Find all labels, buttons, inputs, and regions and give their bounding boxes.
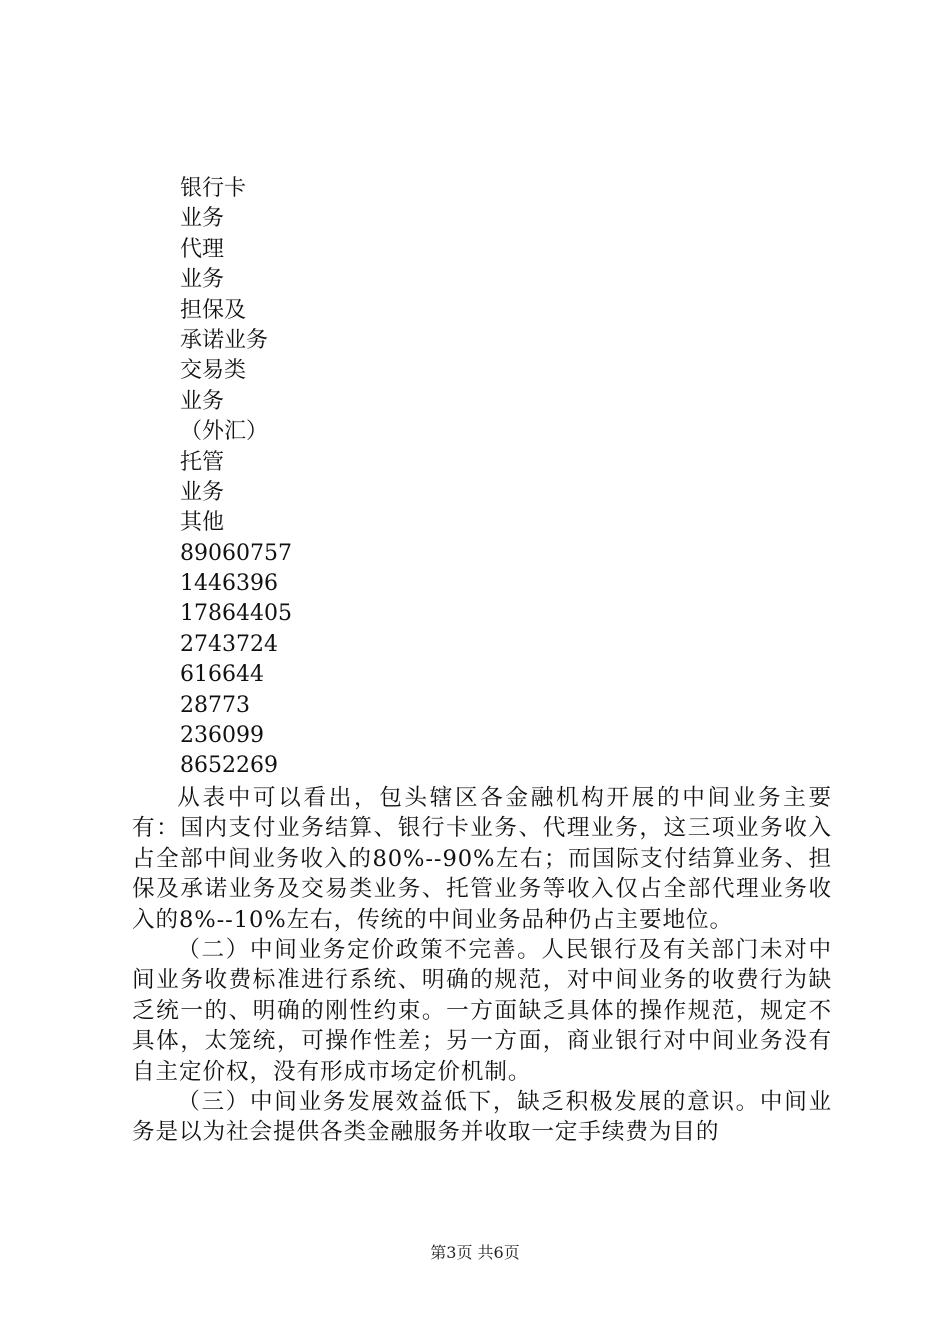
list-item: 业务 (180, 388, 225, 414)
list-item: 其他 (180, 510, 225, 536)
body-text (132, 783, 832, 1148)
list-item: 89060757 (180, 540, 292, 566)
paragraph: （三）中间业务发展效益低下，缺乏积极发展的意识。中间业务是以为社会提供各类金融服务并收取一定手续费为目的 (132, 1089, 832, 1146)
paragraph: （二）中间业务定价政策不完善。人民银行及有关部门未对中间业务收费标准进行系统、明确的规范，对中间业务的收费行为缺乏统一的、明确的刚性约束。一方面缺乏具体的操作规范，规定不具体，太笼统，可操作性差；另一方面，商业银行对中间业务没有自主定价权，没有形成市场定价机制。 (132, 937, 832, 1085)
list-item: 代理 (180, 236, 225, 262)
list-item: 业务 (180, 479, 225, 505)
list-item: 236099 (180, 723, 264, 749)
table-cell-list (180, 174, 292, 782)
page-footer: 第3页 共6页 (430, 1243, 520, 1262)
list-item: （外汇） (180, 419, 269, 445)
list-item: 业务 (180, 267, 225, 293)
list-item: 17864405 (180, 601, 292, 627)
paragraph: 从表中可以看出，包头辖区各金融机构开展的中间业务主要有：国内支付业务结算、银行卡业务、代理业务，这三项业务收入占全部中间业务收入的80%--90%左右；而国际支付结算业务、担保及承诺业务及交易类业务、托管业务等收入仅占全部代理业务收入的8%--10%左右，传统的中间业务品种仍占主要地位。 (132, 785, 832, 933)
list-item: 承诺业务 (180, 327, 269, 353)
list-item: 616644 (180, 662, 264, 688)
list-item: 交易类 (180, 358, 247, 384)
list-item: 1446396 (180, 571, 278, 597)
list-item: 2743724 (180, 631, 278, 657)
list-item: 28773 (180, 692, 250, 718)
list-item: 业务 (180, 206, 225, 232)
list-item: 托管 (180, 449, 225, 475)
list-item: 银行卡 (180, 176, 247, 201)
list-item: 8652269 (180, 753, 278, 779)
list-item: 担保及 (180, 297, 247, 323)
